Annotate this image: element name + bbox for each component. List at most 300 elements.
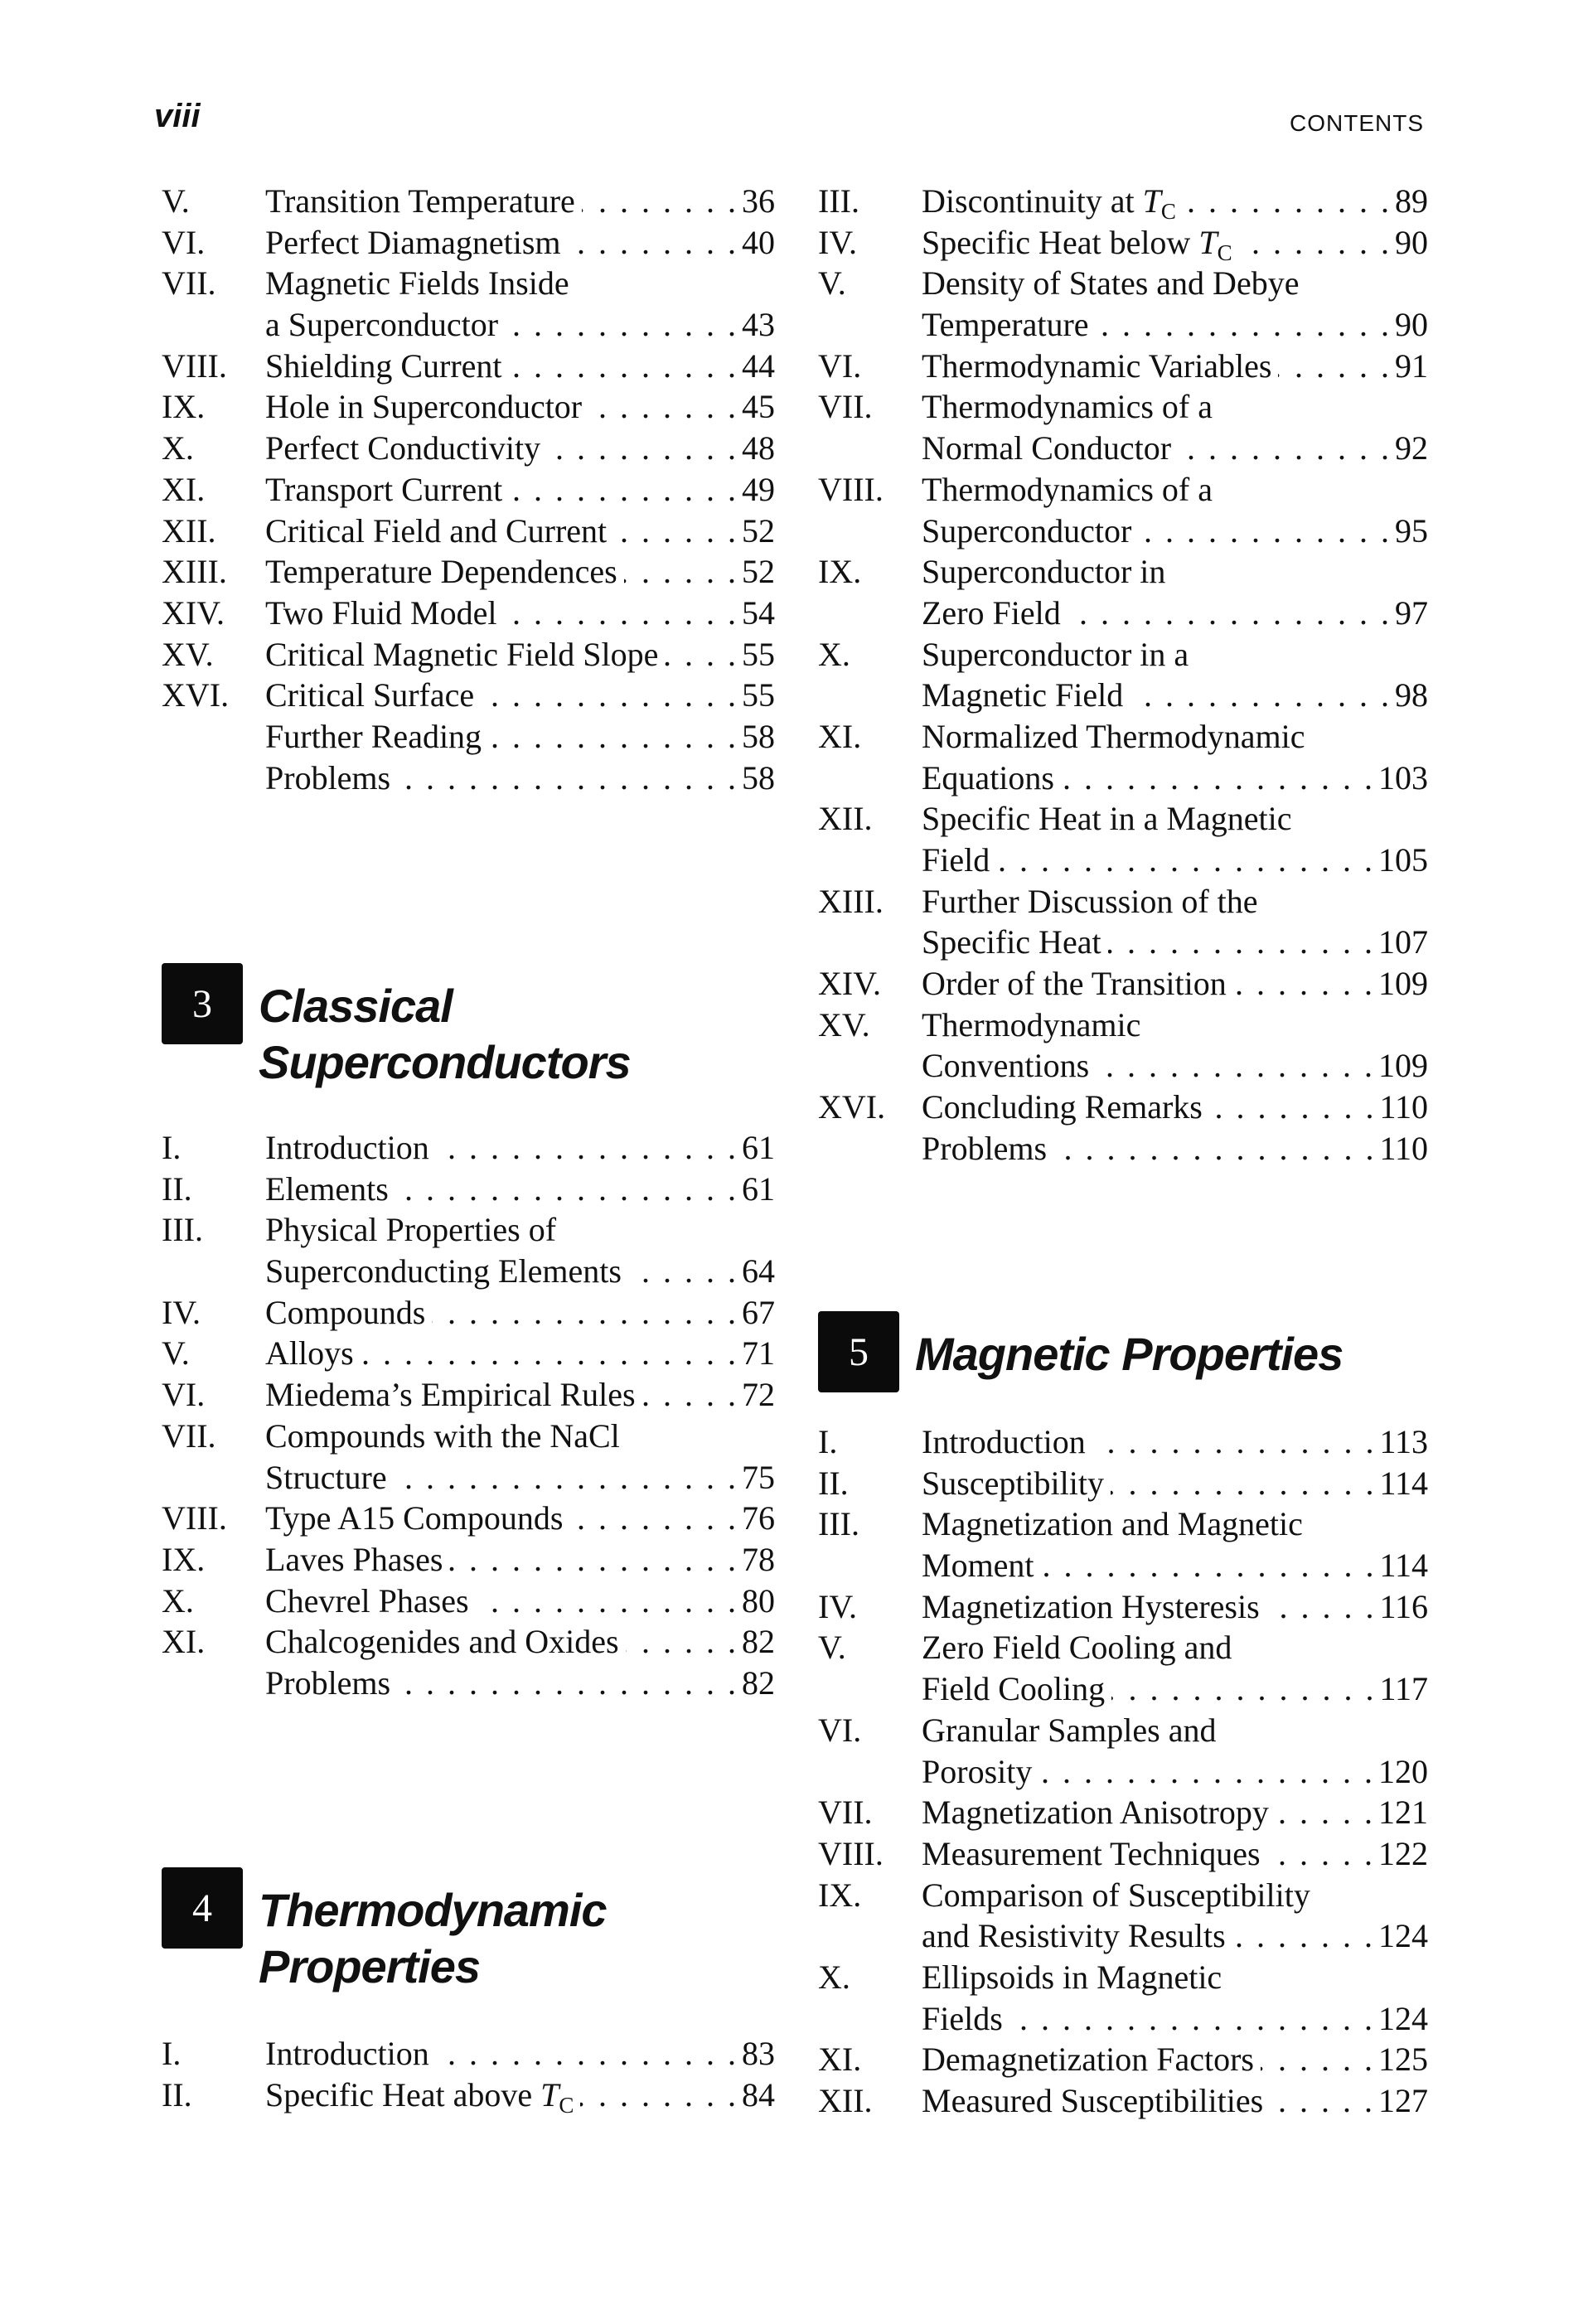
- page-ref: 89: [1395, 182, 1428, 220]
- chapter-title: [259, 1882, 607, 1995]
- toc-entry: [818, 1915, 1428, 1957]
- toc-entry: [818, 1957, 1428, 1998]
- section-title-text: Zero Field: [922, 593, 1061, 632]
- dot-leader: [1261, 2039, 1375, 2080]
- section-title: [922, 1751, 1032, 1793]
- toc-entry: [162, 1292, 775, 1334]
- section-title: [265, 1333, 354, 1374]
- section-number: VII.: [818, 388, 873, 426]
- toc-entry: [162, 1169, 775, 1210]
- dot-leader: [505, 304, 738, 346]
- section-number: [162, 716, 265, 758]
- section-title-text: Thermodynamic Variables: [922, 346, 1272, 385]
- section-number: X.: [162, 1581, 194, 1620]
- running-head: CONTENTS: [1290, 110, 1424, 136]
- page-ref: 58: [742, 717, 775, 755]
- section-title-text: Thermodynamics of a: [922, 388, 1213, 426]
- section-title-text: Normal Conductor: [922, 429, 1172, 467]
- toc-entry: [818, 634, 1428, 675]
- toc-entry: [162, 593, 775, 634]
- section-number: IX.: [162, 1540, 206, 1578]
- page-ref: 124: [1378, 1917, 1428, 1955]
- toc-entry: [818, 675, 1428, 716]
- section-number: XI.: [818, 717, 862, 755]
- section-number: VI.: [818, 346, 862, 385]
- dot-leader: [1178, 428, 1392, 469]
- section-title: [922, 1463, 1104, 1504]
- section-number: X.: [818, 635, 850, 673]
- page-ref: 124: [1378, 1999, 1428, 2037]
- toc-entry: [162, 346, 775, 387]
- page-ref: 110: [1379, 1129, 1428, 1167]
- section-title: [922, 1875, 1310, 1916]
- page-ref: 90: [1395, 223, 1428, 261]
- dot-leader: [449, 1539, 738, 1581]
- section-title-text: Transport Current: [265, 470, 503, 508]
- section-title: [265, 181, 575, 222]
- section-title-text: Specific Heat in a Magnetic: [922, 800, 1292, 838]
- toc-entry: [818, 511, 1428, 552]
- section-title: [922, 1957, 1222, 1998]
- section-title-text: Chevrel Phases: [265, 1581, 469, 1620]
- dot-leader: [1053, 1128, 1376, 1169]
- section-title: [922, 469, 1213, 511]
- dot-leader: [642, 1374, 738, 1416]
- section-title-text: Superconducting Elements: [265, 1252, 622, 1290]
- page-ref: 72: [742, 1376, 775, 1414]
- section-title-text: Field: [922, 841, 990, 879]
- section-title-text: Discontinuity at: [922, 182, 1135, 220]
- dot-leader: [1096, 304, 1392, 346]
- page-ref: 84: [742, 2075, 775, 2113]
- toc-entry: [818, 716, 1428, 758]
- section-title: [265, 1457, 387, 1498]
- section-title: [922, 1915, 1226, 1957]
- dot-leader: [395, 1169, 738, 1210]
- section-title: [265, 1374, 636, 1416]
- symbol: T: [1142, 182, 1161, 220]
- section-title-text: Laves Phases: [265, 1540, 443, 1578]
- dot-leader: [1232, 1915, 1375, 1957]
- section-title-text: Critical Field and Current: [265, 511, 608, 550]
- section-number: [818, 840, 922, 881]
- section-number: V.: [818, 1629, 846, 1667]
- section-title: [265, 2033, 429, 2075]
- section-title-text: Perfect Conductivity: [265, 429, 541, 467]
- section-title: [922, 1545, 1034, 1586]
- toc-entry: [162, 222, 775, 264]
- page-ref: 54: [742, 593, 775, 632]
- dot-leader: [503, 593, 738, 634]
- section-number: IV.: [818, 1587, 858, 1625]
- page-ref: 45: [742, 388, 775, 426]
- section-title: [922, 263, 1299, 304]
- section-title-text: Type A15 Compounds: [265, 1499, 564, 1537]
- page-ref: 121: [1378, 1794, 1428, 1832]
- chapter-number-box: 5: [818, 1311, 899, 1392]
- toc-entry: [818, 181, 1428, 222]
- section-number: X.: [818, 1958, 850, 1996]
- section-title: [265, 1416, 620, 1457]
- page-ref: 55: [742, 635, 775, 673]
- section-number: VII.: [162, 264, 216, 303]
- section-number: [818, 1751, 922, 1793]
- section-number: [818, 758, 922, 799]
- toc-entry: [818, 963, 1428, 1005]
- toc-entry: [162, 511, 775, 552]
- toc-entry: [818, 263, 1428, 304]
- page-ref: 120: [1378, 1752, 1428, 1790]
- section-title: [265, 263, 569, 304]
- page-ref: 48: [742, 429, 775, 467]
- section-title-text: Superconductor: [922, 511, 1132, 550]
- section-title: [265, 1169, 389, 1210]
- symbol: T: [540, 2075, 559, 2113]
- toc-entry: [162, 1251, 775, 1292]
- toc-entry: [162, 1457, 775, 1498]
- toc-entry: [818, 840, 1428, 881]
- toc-entry: [818, 1128, 1428, 1169]
- page-ref: 43: [742, 306, 775, 344]
- section-title: [922, 181, 1176, 222]
- toc-entry: [162, 1498, 775, 1539]
- section-title-text: Equations: [922, 758, 1054, 796]
- toc-entry: [162, 2033, 775, 2075]
- toc-entry: [818, 1421, 1428, 1463]
- toc-entry: [818, 1710, 1428, 1751]
- dot-leader: [1009, 1998, 1375, 2040]
- toc-entry: [162, 1374, 775, 1416]
- section-number: XVI.: [818, 1088, 886, 1126]
- dot-leader: [580, 2075, 738, 2116]
- toc-entry: [162, 428, 775, 469]
- dot-leader: [394, 1457, 738, 1498]
- section-number: [818, 675, 922, 716]
- section-number: XII.: [818, 800, 873, 838]
- page-ref: 64: [742, 1252, 775, 1290]
- dot-leader: [1278, 346, 1392, 387]
- section-title: [265, 1292, 425, 1334]
- section-title-text: Further Reading: [265, 717, 482, 755]
- dot-leader: [436, 2033, 738, 2075]
- symbol-subscript: C: [559, 2092, 574, 2118]
- section-number: XI.: [162, 1623, 206, 1661]
- section-number: V.: [162, 182, 190, 220]
- dot-leader: [1270, 2080, 1375, 2122]
- page-ref: 61: [742, 1129, 775, 1166]
- chapter-title: [259, 978, 631, 1091]
- section-title: [265, 1127, 429, 1169]
- dot-leader: [1209, 1087, 1377, 1128]
- section-number: [818, 304, 922, 346]
- toc-entry: [818, 469, 1428, 511]
- dot-leader: [568, 222, 738, 264]
- dot-leader: [488, 716, 738, 758]
- section-title: [265, 511, 607, 552]
- dot-leader: [397, 1663, 738, 1704]
- section-title-text: Thermodynamic: [922, 1005, 1141, 1043]
- section-title-text: Superconductor in: [922, 553, 1166, 591]
- chapter-number-box: 3: [162, 963, 243, 1044]
- toc-entry: [162, 1539, 775, 1581]
- toc-entry: [818, 222, 1428, 264]
- dot-leader: [1266, 1586, 1377, 1628]
- section-title-text: Order of the Transition: [922, 965, 1227, 1003]
- chapter-title-line: Thermodynamic: [259, 1884, 607, 1936]
- section-title: [922, 922, 1101, 963]
- section-number: [162, 1457, 265, 1498]
- toc-entry: [818, 1586, 1428, 1628]
- section-title-text: Moment: [922, 1547, 1034, 1585]
- section-number: I.: [818, 1423, 838, 1460]
- section-title-text: Compounds with the NaCl: [265, 1416, 620, 1455]
- dot-leader: [1130, 675, 1392, 716]
- page-ref: 82: [742, 1623, 775, 1661]
- dot-leader: [1138, 511, 1392, 552]
- section-title: [922, 386, 1213, 428]
- toc-entry: [162, 1581, 775, 1622]
- page-ref: 107: [1378, 923, 1428, 961]
- symbol-subscript: C: [1217, 240, 1232, 265]
- page-ref: 55: [742, 676, 775, 714]
- section-number: XVI.: [162, 676, 230, 714]
- section-title: [265, 758, 390, 799]
- dot-leader: [626, 1621, 738, 1663]
- dot-leader: [1233, 963, 1375, 1005]
- page-ref: 114: [1379, 1464, 1428, 1502]
- section-number: VIII.: [162, 346, 227, 385]
- toc-entry: [818, 1998, 1428, 2040]
- section-title: [922, 511, 1131, 552]
- page-ref: 90: [1395, 306, 1428, 344]
- section-title: [922, 1710, 1216, 1751]
- section-number: [818, 1668, 922, 1710]
- section-title: [265, 1621, 619, 1663]
- section-title-text: Miedema’s Empirical Rules: [265, 1376, 636, 1414]
- toc-block: [162, 1127, 775, 1704]
- section-title: [265, 1498, 563, 1539]
- section-title: [922, 1421, 1086, 1463]
- section-title-text: Measurement Techniques: [922, 1834, 1261, 1872]
- section-number: XIV.: [818, 965, 881, 1003]
- section-number: III.: [162, 1211, 203, 1249]
- section-title: [922, 758, 1054, 799]
- section-title: [265, 593, 496, 634]
- section-number: VII.: [818, 1794, 873, 1832]
- section-title-text: Chalcogenides and Oxides: [265, 1623, 619, 1661]
- page-number: viii: [154, 98, 201, 134]
- toc-entry: [162, 1333, 775, 1374]
- section-number: III.: [818, 1505, 859, 1543]
- page-ref: 76: [742, 1499, 775, 1537]
- section-title: [922, 1045, 1089, 1087]
- section-title: [922, 1586, 1260, 1628]
- dot-leader: [1096, 1045, 1375, 1087]
- section-number: II.: [818, 1464, 849, 1502]
- dot-leader: [996, 840, 1375, 881]
- section-title: [265, 634, 658, 675]
- dot-leader: [582, 181, 738, 222]
- toc-entry: [818, 428, 1428, 469]
- page-ref: 80: [742, 1581, 775, 1620]
- toc-block: [818, 1421, 1428, 2122]
- section-title-text: Magnetic Field: [922, 676, 1124, 714]
- section-title-text: Further Discussion of the: [922, 882, 1258, 920]
- section-title-text: Specific Heat below: [922, 223, 1191, 261]
- section-title: [265, 551, 617, 593]
- dot-leader: [1108, 922, 1375, 963]
- section-title-text: Normalized Thermodynamic: [922, 717, 1305, 755]
- section-number: [818, 1128, 922, 1169]
- page-ref: 82: [742, 1663, 775, 1702]
- chapter-number-box: 4: [162, 1867, 243, 1949]
- section-number: [818, 1998, 922, 2040]
- section-number: IX.: [162, 388, 206, 426]
- section-number: XV.: [162, 635, 214, 673]
- toc-entry: [818, 881, 1428, 922]
- dot-leader: [588, 386, 738, 428]
- section-number: [818, 922, 922, 963]
- section-title-text: Critical Magnetic Field Slope: [265, 635, 659, 673]
- section-number: X.: [162, 429, 194, 467]
- section-title-text: Perfect Diamagnetism: [265, 223, 561, 261]
- section-number: VII.: [162, 1416, 216, 1455]
- page-ref: 40: [742, 223, 775, 261]
- dot-leader: [1239, 222, 1392, 264]
- chapter-title-line: Magnetic Properties: [915, 1328, 1344, 1380]
- section-number: III.: [818, 182, 859, 220]
- section-title-text: Temperature Dependences: [265, 553, 617, 591]
- section-number: XI.: [162, 470, 206, 508]
- page-ref: 113: [1379, 1423, 1428, 1460]
- dot-leader: [432, 1292, 738, 1334]
- page-ref: 78: [742, 1540, 775, 1578]
- section-title: [265, 1539, 443, 1581]
- section-title: [922, 2039, 1254, 2080]
- section-title: [922, 1833, 1261, 1875]
- page-ref: 75: [742, 1458, 775, 1496]
- section-title: [265, 222, 561, 264]
- section-title: [922, 222, 1232, 264]
- section-number: [162, 304, 265, 346]
- toc-block: [162, 181, 775, 798]
- section-title-text: Shielding Current: [265, 346, 502, 385]
- toc-entry: [818, 1087, 1428, 1128]
- section-number: IV.: [818, 223, 858, 261]
- section-title: [922, 881, 1258, 922]
- toc-entry: [162, 304, 775, 346]
- toc-entry: [818, 1627, 1428, 1668]
- page-ref: 71: [742, 1334, 775, 1373]
- section-title: [922, 1998, 1003, 2040]
- section-title: [922, 1792, 1269, 1833]
- section-title-text: Granular Samples and: [922, 1711, 1217, 1749]
- section-number: I.: [162, 1129, 182, 1166]
- toc-entry: [162, 1416, 775, 1457]
- section-number: VI.: [162, 223, 206, 261]
- dot-leader: [1038, 1751, 1375, 1793]
- toc-entry: [162, 551, 775, 593]
- section-title: [922, 1503, 1303, 1545]
- section-title: [922, 346, 1271, 387]
- section-title: [922, 1087, 1203, 1128]
- symbol: T: [1198, 223, 1218, 261]
- page-ref: 122: [1378, 1834, 1428, 1872]
- section-number: [162, 1663, 265, 1704]
- page-ref: 67: [742, 1293, 775, 1331]
- chapter-title-line: Superconductors: [259, 1036, 631, 1088]
- section-number: XII.: [818, 2082, 873, 2119]
- section-title-text: Magnetization Anisotropy: [922, 1794, 1269, 1832]
- dot-leader: [509, 469, 738, 511]
- page-ref: 92: [1395, 429, 1428, 467]
- page-ref: 97: [1395, 593, 1428, 632]
- section-title: [265, 1209, 556, 1251]
- section-title-text: Magnetization Hysteresis: [922, 1587, 1260, 1625]
- dot-leader: [624, 551, 738, 593]
- dot-leader: [476, 1581, 738, 1622]
- section-title: [922, 634, 1189, 675]
- page-ref: 127: [1378, 2082, 1428, 2119]
- section-number: [818, 428, 922, 469]
- toc-entry: [818, 1668, 1428, 1710]
- dot-leader: [509, 346, 738, 387]
- section-title: [922, 428, 1171, 469]
- section-title-text: Problems: [922, 1129, 1048, 1167]
- page-ref: 109: [1378, 965, 1428, 1003]
- toc-entry: [162, 1663, 775, 1704]
- section-title: [265, 469, 502, 511]
- section-number: I.: [162, 2035, 182, 2072]
- section-title: [922, 551, 1165, 593]
- section-title-text: Transition Temperature: [265, 182, 575, 220]
- section-title: [265, 1663, 390, 1704]
- dot-leader: [1092, 1421, 1377, 1463]
- toc-entry: [818, 386, 1428, 428]
- page-ref: 98: [1395, 676, 1428, 714]
- page-ref: 103: [1378, 758, 1428, 796]
- dot-leader: [1061, 758, 1375, 799]
- section-title: [265, 1251, 622, 1292]
- section-number: XIV.: [162, 593, 225, 632]
- section-title: [265, 428, 540, 469]
- section-title-text: Two Fluid Model: [265, 593, 497, 632]
- dot-leader: [1267, 1833, 1375, 1875]
- section-number: [162, 1251, 265, 1292]
- section-number: VI.: [818, 1711, 862, 1749]
- section-title: [265, 346, 502, 387]
- toc-entry: [818, 1463, 1428, 1504]
- toc-entry: [818, 758, 1428, 799]
- section-title: [922, 840, 990, 881]
- toc-entry: [162, 386, 775, 428]
- toc-entry: [162, 675, 775, 716]
- section-number: XIII.: [162, 553, 227, 591]
- section-number: V.: [162, 1334, 190, 1373]
- toc-entry: [818, 1875, 1428, 1916]
- toc-entry: [818, 304, 1428, 346]
- dot-leader: [1068, 593, 1392, 634]
- section-title-text: Concluding Remarks: [922, 1088, 1203, 1126]
- section-number: IV.: [162, 1293, 201, 1331]
- section-number: II.: [162, 2075, 192, 2113]
- section-title-text: Temperature: [922, 306, 1089, 344]
- section-title-text: Superconductor in a: [922, 635, 1189, 673]
- toc-entry: [162, 181, 775, 222]
- section-title: [265, 304, 498, 346]
- section-title-text: Magnetization and Magnetic: [922, 1505, 1303, 1543]
- section-title-text: Critical Surface: [265, 676, 475, 714]
